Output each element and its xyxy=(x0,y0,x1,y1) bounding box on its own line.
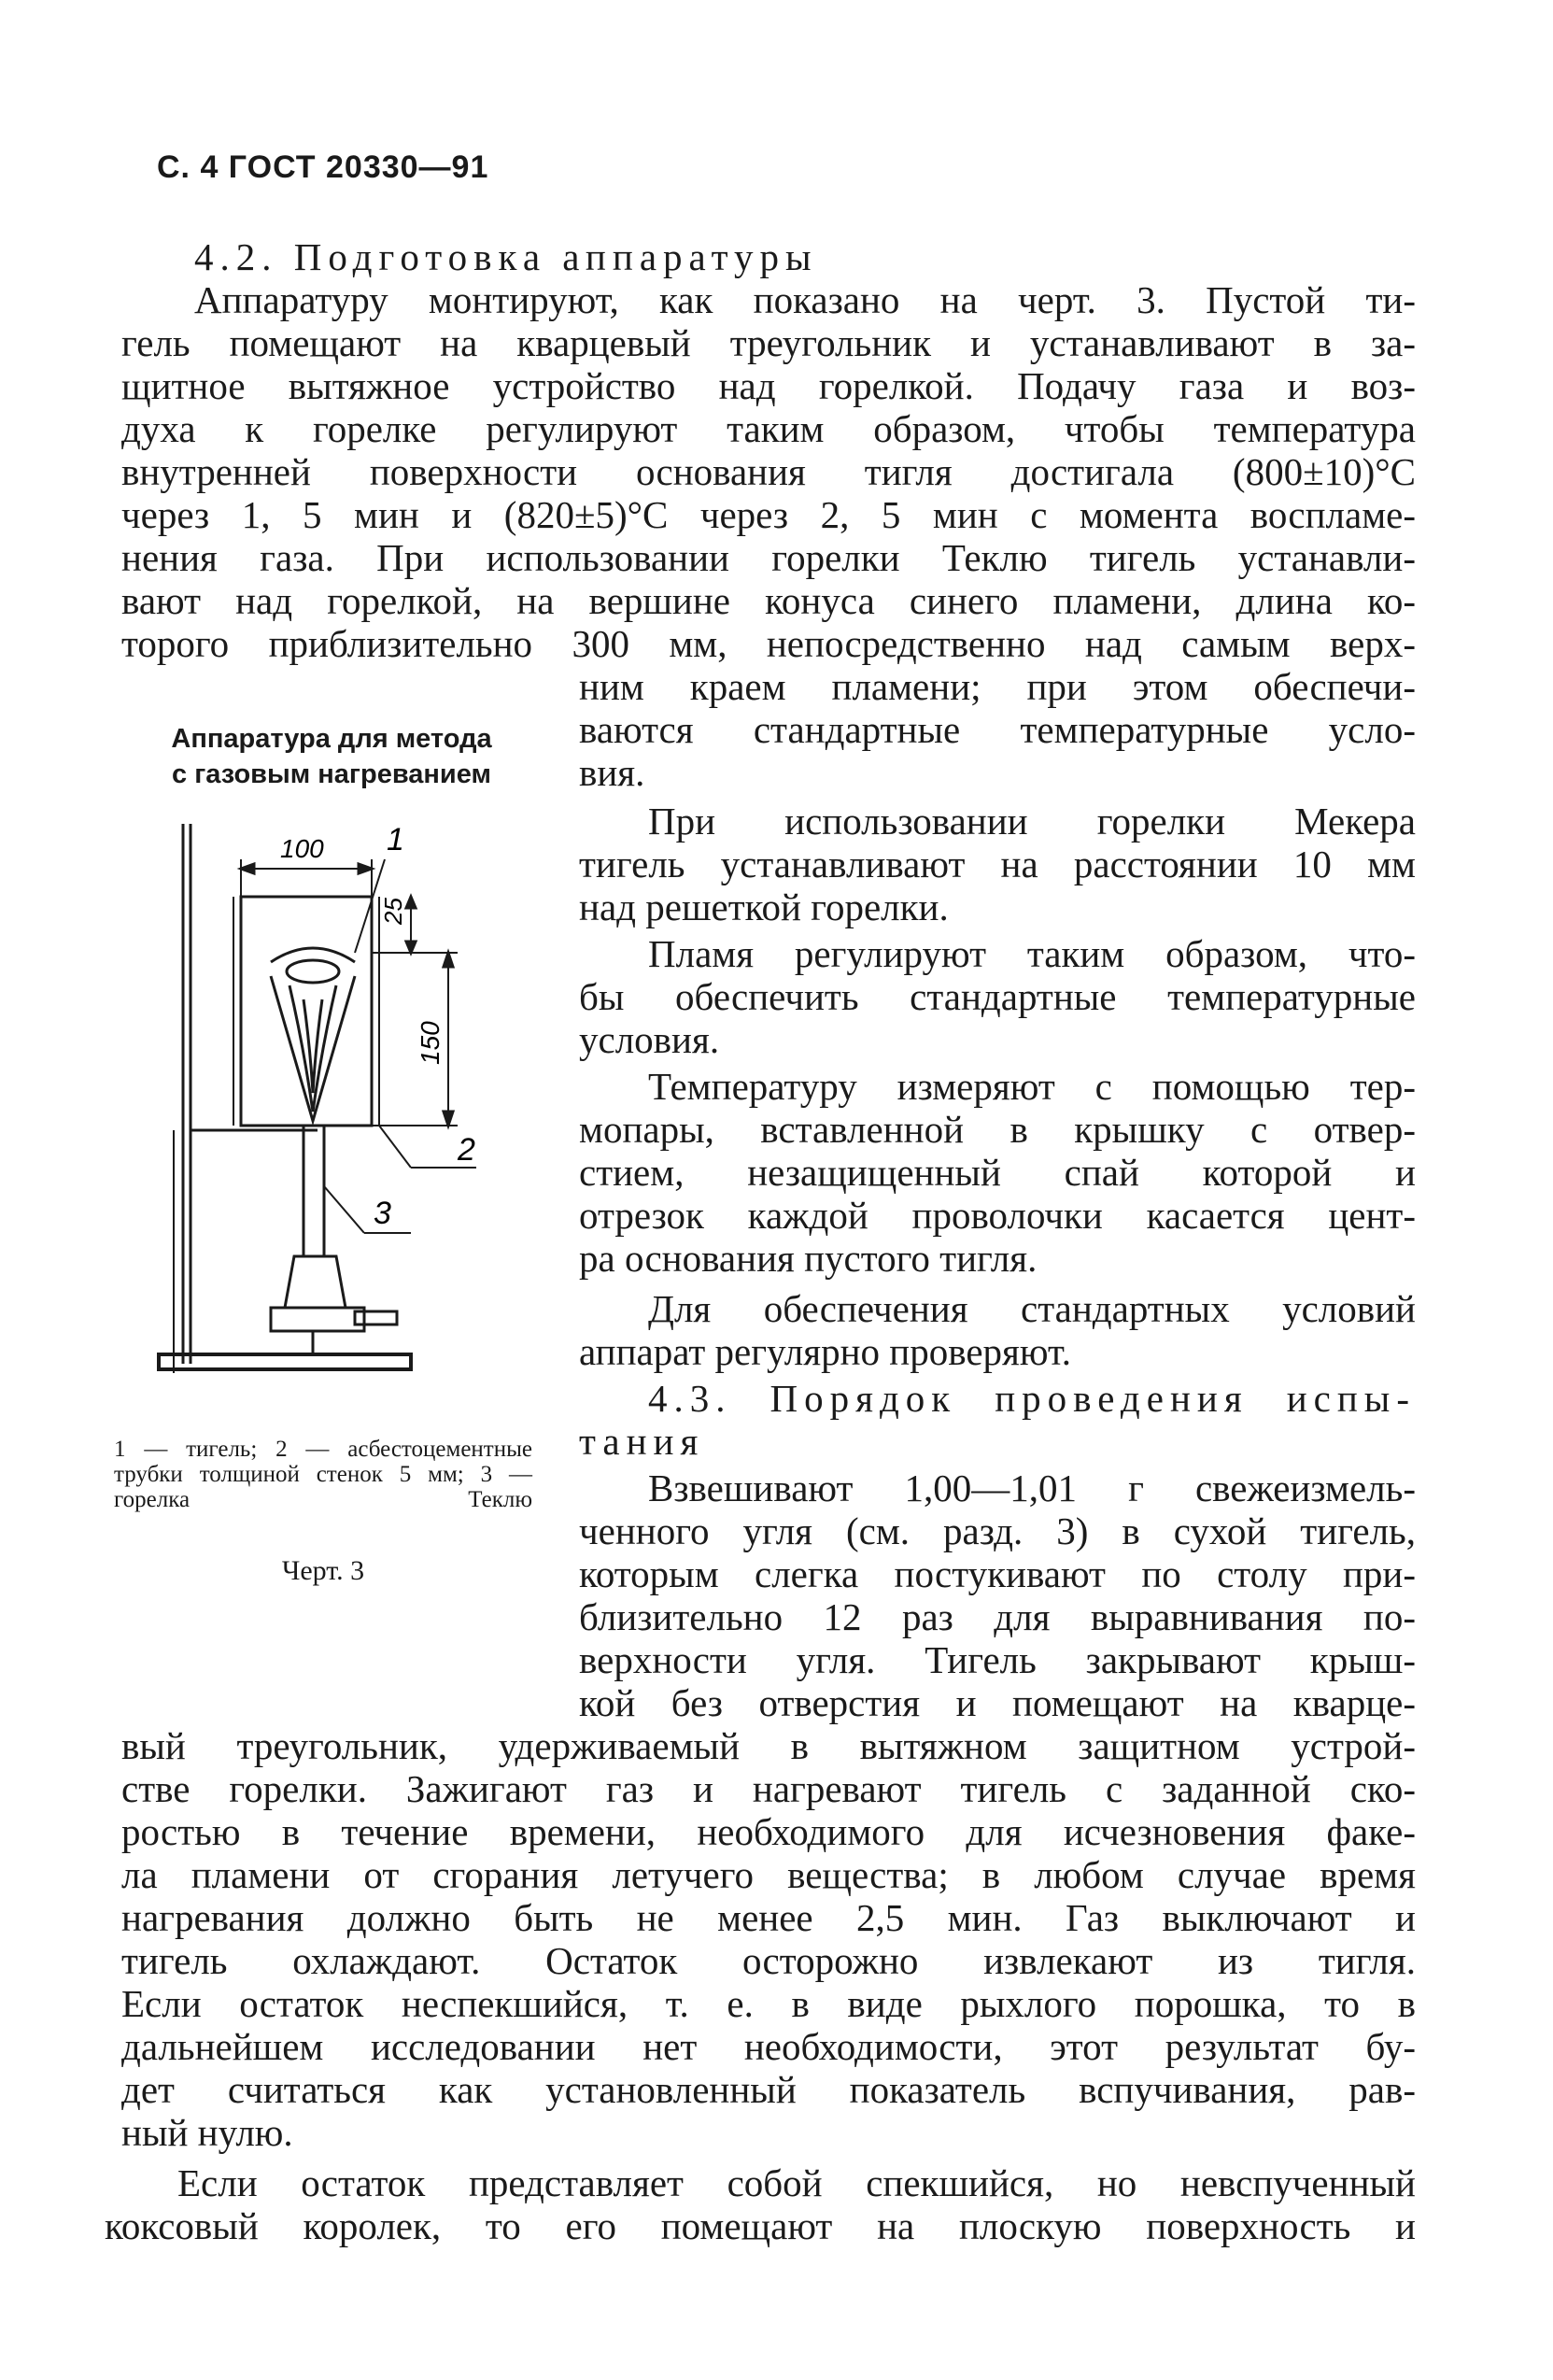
body-line: Температуру измеряют с помощью тер- xyxy=(648,1065,1416,1108)
body-line: Взвешивают 1,00—1,01 г свежеизмель- xyxy=(648,1466,1416,1509)
callout-2: 2 xyxy=(458,1132,475,1168)
callout-1: 1 xyxy=(387,822,404,857)
body-line: ла пламени от сгорания летучего вещества; в любом случае время xyxy=(121,1853,1416,1896)
body-line: духа к горелке регулируют таким образом, чтобы температура xyxy=(121,407,1416,450)
body-line: ченного угля (см. разд. 3) в сухой тигель, xyxy=(579,1509,1416,1552)
body-line: Для обеспечения стандартных условий xyxy=(648,1287,1416,1330)
body-line: ростью в течение времени, необходимого для исчезновения факе- xyxy=(121,1810,1416,1853)
body-line: кой без отверстия и помещают на кварце- xyxy=(579,1681,1416,1724)
dim-width-label: 100 xyxy=(280,834,324,863)
dim-height-label: 150 xyxy=(416,1021,445,1065)
body-line: внутренней поверхности основания тигля достигала (800±10)°С xyxy=(121,450,1416,493)
figure-title-line: Аппаратура для метода xyxy=(171,724,492,754)
callout-3: 3 xyxy=(374,1196,391,1231)
apparatus-diagram xyxy=(140,813,551,1392)
body-line: дальнейшем исследовании нет необходимости, этот результат бу- xyxy=(121,2025,1416,2068)
body-line: тигель охлаждают. Остаток осторожно извлекают из тигля. xyxy=(121,1939,1416,1982)
dim-gap-label: 25 xyxy=(379,898,407,925)
body-line: Если остаток неспекшийся, т. е. в виде рыхлого порошка, то в xyxy=(121,1982,1416,2025)
body-line: отрезок каждой проволочки касается цент- xyxy=(579,1194,1416,1237)
section-heading-4-2: 4.2. Подготовка аппаратуры xyxy=(194,235,818,278)
body-line: через 1, 5 мин и (820±5)°С через 2, 5 мин с момента воспламе- xyxy=(121,493,1416,536)
body-line: Пламя регулируют таким образом, что- xyxy=(648,932,1416,975)
body-line: условия. xyxy=(579,1018,720,1061)
body-line: стве горелки. Зажигают газ и нагревают тигель с заданной ско- xyxy=(121,1767,1416,1810)
body-line: Аппаратуру монтируют, как показано на черт. 3. Пустой ти- xyxy=(194,278,1416,321)
body-line: близительно 12 раз для выравнивания по- xyxy=(579,1595,1416,1638)
body-line: ра основания пустого тигля. xyxy=(579,1237,1038,1280)
section-heading-4-3: 4.3. Порядок проведения испы- xyxy=(648,1377,1416,1420)
body-line: бы обеспечить стандартные температурные xyxy=(579,975,1416,1018)
body-line: вый треугольник, удерживаемый в вытяжном защитном устрой- xyxy=(121,1724,1416,1767)
body-line: ный нулю. xyxy=(121,2111,293,2154)
body-line: торого приблизительно 300 мм, непосредственно над самым верх- xyxy=(121,622,1416,665)
body-line: При использовании горелки Мекера xyxy=(648,800,1416,843)
body-line: верхности угля. Тигель закрывают крыш- xyxy=(579,1638,1416,1681)
body-line: ним краем пламени; при этом обеспечи- xyxy=(579,665,1416,708)
figure-title xyxy=(112,721,551,792)
body-line: ваются стандартные температурные усло- xyxy=(579,708,1416,751)
body-line: тигель устанавливают на расстоянии 10 мм xyxy=(579,843,1416,885)
body-line: Если остаток представляет собой спекшийся, но невспученный xyxy=(177,2161,1416,2204)
body-line: аппарат регулярно проверяют. xyxy=(579,1330,1072,1373)
figure-legend: 1 — тигель; 2 — асбестоцементные трубки толщиной стенок 5 мм; 3 — горелка Теклю xyxy=(114,1437,532,1512)
body-line: которым слегка постукивают по столу при- xyxy=(579,1552,1416,1595)
running-head: С. 4 ГОСТ 20330—91 xyxy=(157,149,489,185)
body-line: дет считаться как установленный показатель вспучивания, рав- xyxy=(121,2068,1416,2111)
body-line: стием, незащищенный спай которой и xyxy=(579,1151,1416,1194)
body-line: вают над горелкой, на вершине конуса синего пламени, длина ко- xyxy=(121,579,1416,622)
body-line: нагревания должно быть не менее 2,5 мин. Газ выключают и xyxy=(121,1896,1416,1939)
section-heading-4-3-cont: тания xyxy=(579,1420,705,1463)
body-line: вия. xyxy=(579,751,645,794)
body-line: мопары, вставленной в крышку с отвер- xyxy=(579,1108,1416,1151)
figure-title-line: с газовым нагреванием xyxy=(172,759,491,789)
body-line: нения газа. При использовании горелки Теклю тигель устанавли- xyxy=(121,536,1416,579)
body-line: над решеткой горелки. xyxy=(579,885,949,928)
body-line: коксовый королек, то его помещают на плоскую поверхность и xyxy=(105,2204,1416,2247)
body-line: щитное вытяжное устройство над горелкой. Подачу газа и воз- xyxy=(121,364,1416,407)
figure-caption: Черт. 3 xyxy=(281,1555,365,1586)
body-line: гель помещают на кварцевый треугольник и устанавливают в за- xyxy=(121,321,1416,364)
